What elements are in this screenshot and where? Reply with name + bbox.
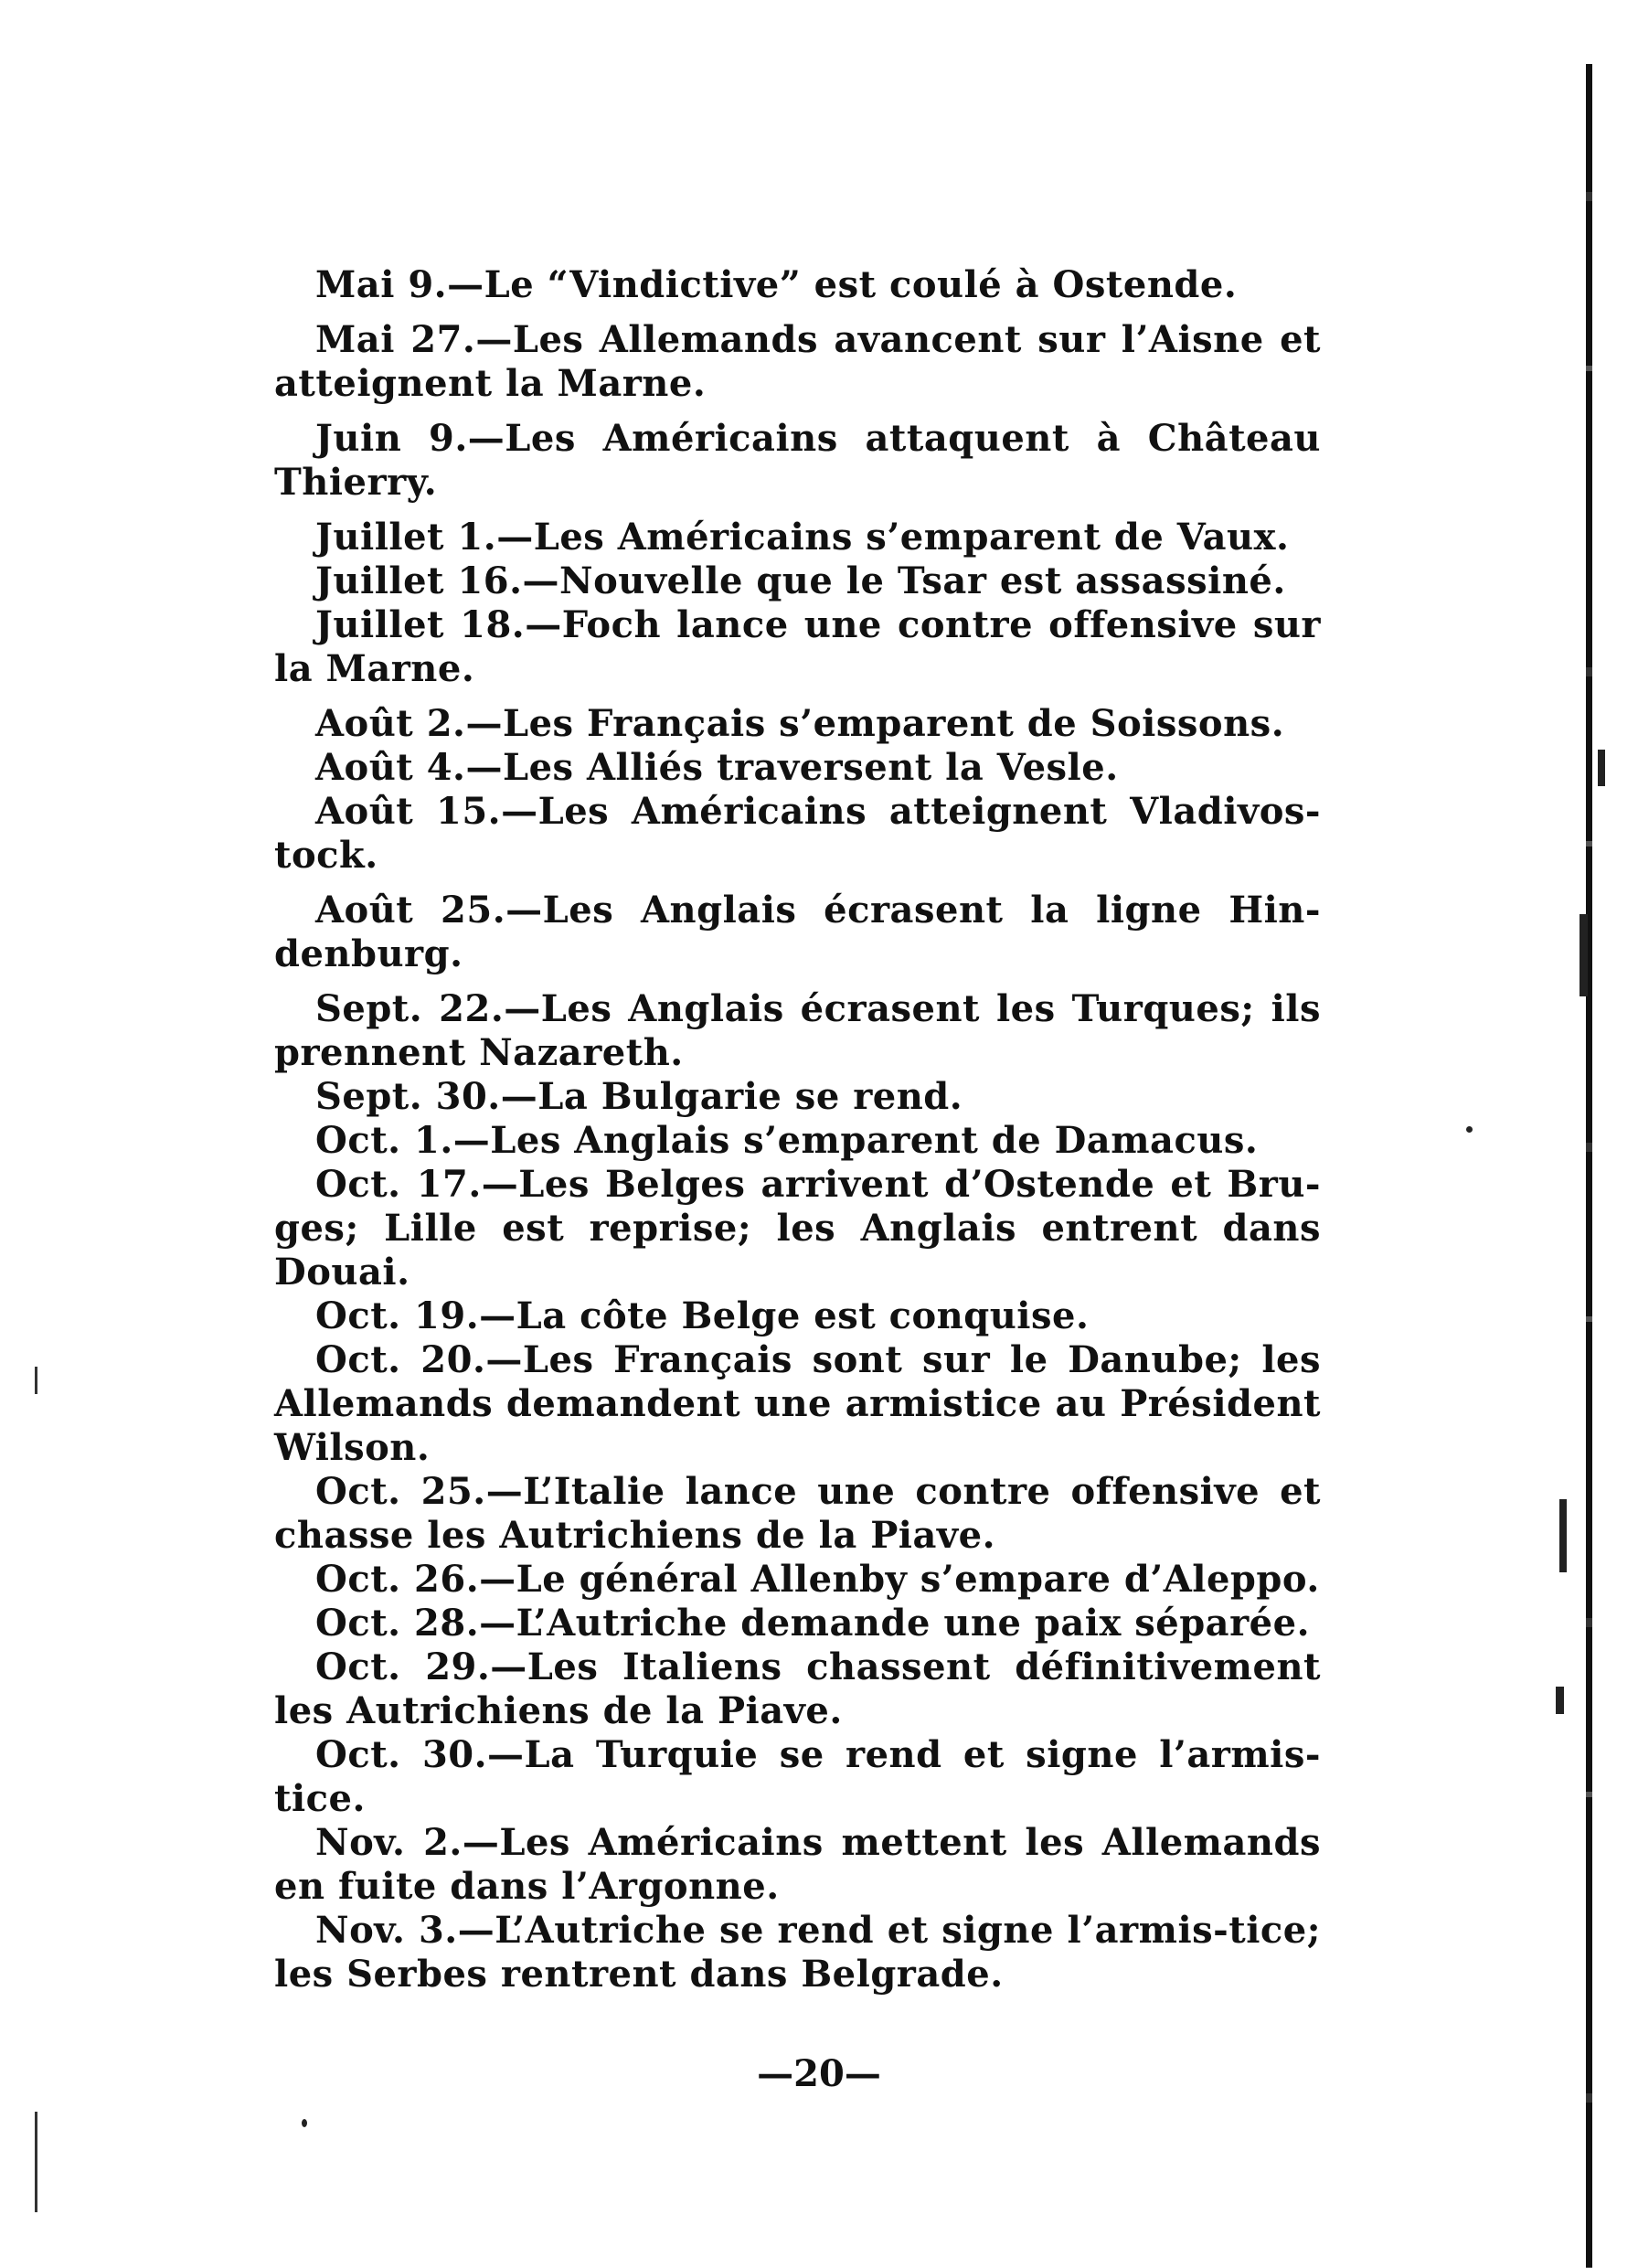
binding-mark (1598, 750, 1605, 786)
chronology-text (274, 263, 1321, 1996)
entry-aout-15: Août 15.—Les Américains atteignent Vladivos-tock. (274, 790, 1321, 877)
binding-mark (1580, 914, 1588, 996)
entry-oct-1: Oct. 1.—Les Anglais s’emparent de Damacus. (315, 1119, 1259, 1162)
entry-nov-2: Nov. 2.—Les Américains mettent les Allemands en fuite dans l’Argonne. (274, 1821, 1321, 1908)
entry-oct-26: Oct. 26.—Le général Allenby s’empare d’Aleppo. (315, 1558, 1320, 1601)
entry-aout-4: Août 4.—Les Alliés traversent la Vesle. (315, 746, 1119, 789)
entry-oct-20: Oct. 20.—Les Français sont sur le Danube; les Allemands demandent une armistice au Président Wilson. (274, 1338, 1321, 1469)
entry-mai-27: Mai 27.—Les Allemands avancent sur l’Aisne et atteignent la Marne. (274, 318, 1321, 405)
entry-mai-9: Mai 9.—Le “Vindictive” est coulé à Ostende. (315, 263, 1238, 306)
entry-juillet-18: Juillet 18.—Foch lance une contre offensive sur la Marne. (274, 603, 1321, 690)
entry-oct-17: Oct. 17.—Les Belges arrivent d’Ostende et Bru-ges; Lille est reprise; les Anglais entrent dans Douai. (274, 1163, 1321, 1294)
page-number: —20— (757, 2052, 881, 2095)
entry-oct-25: Oct. 25.—L’Italie lance une contre offensive et chasse les Autrichiens de la Piave. (274, 1470, 1321, 1557)
entry-aout-2: Août 2.—Les Français s’emparent de Soissons. (315, 702, 1285, 745)
entry-sept-22: Sept. 22.—Les Anglais écrasent les Turques; ils prennent Nazareth. (274, 987, 1321, 1074)
entry-oct-28: Oct. 28.—L’Autriche demande une paix séparée. (315, 1602, 1310, 1645)
entry-oct-30: Oct. 30.—La Turquie se rend et signe l’armis-tice. (274, 1733, 1321, 1820)
entry-oct-19: Oct. 19.—La côte Belge est conquise. (315, 1294, 1090, 1337)
speck (35, 2112, 37, 2212)
entry-juin-9: Juin 9.—Les Américains attaquent à Château Thierry. (274, 417, 1321, 504)
entry-oct-29: Oct. 29.—Les Italiens chassent définitivement les Autrichiens de la Piave. (274, 1645, 1321, 1732)
entry-aout-25: Août 25.—Les Anglais écrasent la ligne Hin-denburg. (274, 889, 1321, 975)
entry-juillet-16: Juillet 16.—Nouvelle que le Tsar est assassiné. (315, 559, 1286, 602)
entry-sept-30: Sept. 30.—La Bulgarie se rend. (315, 1075, 963, 1118)
entry-nov-3: Nov. 3.—L’Autriche se rend et signe l’armis-tice; les Serbes rentrent dans Belgrade. (274, 1909, 1321, 1996)
binding-edge (1586, 64, 1592, 2268)
binding-mark (1556, 1687, 1564, 1714)
speck (302, 2119, 307, 2127)
speck (35, 1367, 37, 1394)
binding-mark (1559, 1499, 1567, 1572)
entry-juillet-1: Juillet 1.—Les Américains s’emparent de Vaux. (315, 516, 1290, 559)
speck (1466, 1126, 1473, 1133)
